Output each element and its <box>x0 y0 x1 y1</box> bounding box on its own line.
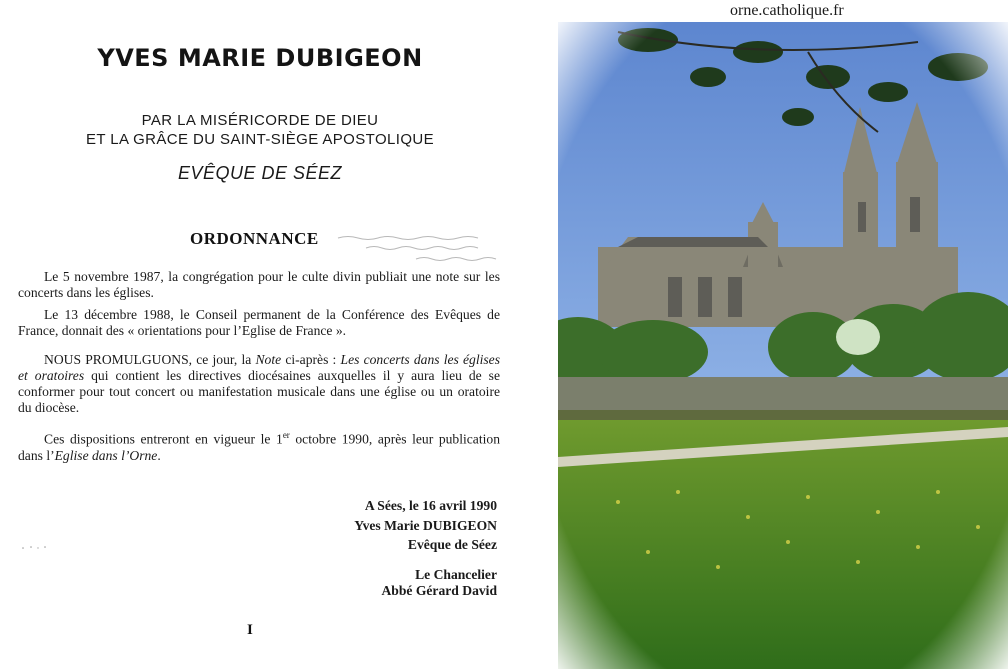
subtitle-line-1: PAR LA MISÉRICORDE DE DIEU <box>141 112 379 129</box>
bishop-name-heading: YVES MARIE DUBIGEON <box>97 44 423 72</box>
paragraph-3 <box>18 352 500 416</box>
paragraph-4-text-b: octobre 1990, après leur publication dans l’ <box>18 431 500 463</box>
cathedral-photo <box>558 22 1008 669</box>
chancellor-title: Le Chancelier <box>415 567 497 582</box>
ordinal-superscript: er <box>282 430 290 440</box>
paragraph-1 <box>18 269 500 301</box>
source-watermark: orne.catholique.fr <box>730 2 844 19</box>
paragraph-2-text: Le 13 décembre 1988, le Conseil permanent de la Conférence des Evêques de France, donnait des « orientations pour l’Eglise de France ». <box>18 307 500 338</box>
signature-title: Evêque de Séez <box>407 537 497 552</box>
paragraph-3-text-a: NOUS PROMULGUONS, ce jour, la <box>44 352 256 367</box>
paragraph-2 <box>18 307 500 339</box>
publication-title: Eglise dans l’Orne <box>54 447 158 463</box>
chancellor-name: Abbé Gérard David <box>381 583 497 598</box>
signature-name: Yves Marie DUBIGEON <box>354 518 497 533</box>
subtitle-line-2: ET LA GRÂCE DU SAINT-SIÈGE APOSTOLIQUE <box>85 131 435 148</box>
page-number: I <box>247 622 253 638</box>
stray-marks <box>20 544 50 552</box>
bishop-title: EVÊQUE DE SÉEZ <box>177 163 343 183</box>
paragraph-4-text-c: . <box>157 447 161 463</box>
paragraph-4 <box>18 427 500 464</box>
concerts-document-title: Les concerts dans les églises et oratoires <box>18 352 501 383</box>
ordonnance-heading: ORDONNANCE <box>190 229 319 248</box>
paragraph-3-text-c: qui contient les directives diocésaines auxquelles il y aura lieu de se conformer pour tout concert ou manifestation musicale dans une église ou un oratoire du diocèse. <box>18 368 501 415</box>
paragraph-4-text-a: Ces dispositions entreront en vigueur le 1 <box>44 431 283 447</box>
paragraph-3-text-b: ci-après : <box>281 352 341 367</box>
faint-scribble-marks <box>336 232 516 268</box>
paragraph-1-text: Le 5 novembre 1987, la congrégation pour le culte divin publiait une note sur les concerts dans les églises. <box>18 269 500 300</box>
signature-place-date: A Sées, le 16 avril 1990 <box>364 498 497 513</box>
note-term: Note <box>255 352 282 367</box>
